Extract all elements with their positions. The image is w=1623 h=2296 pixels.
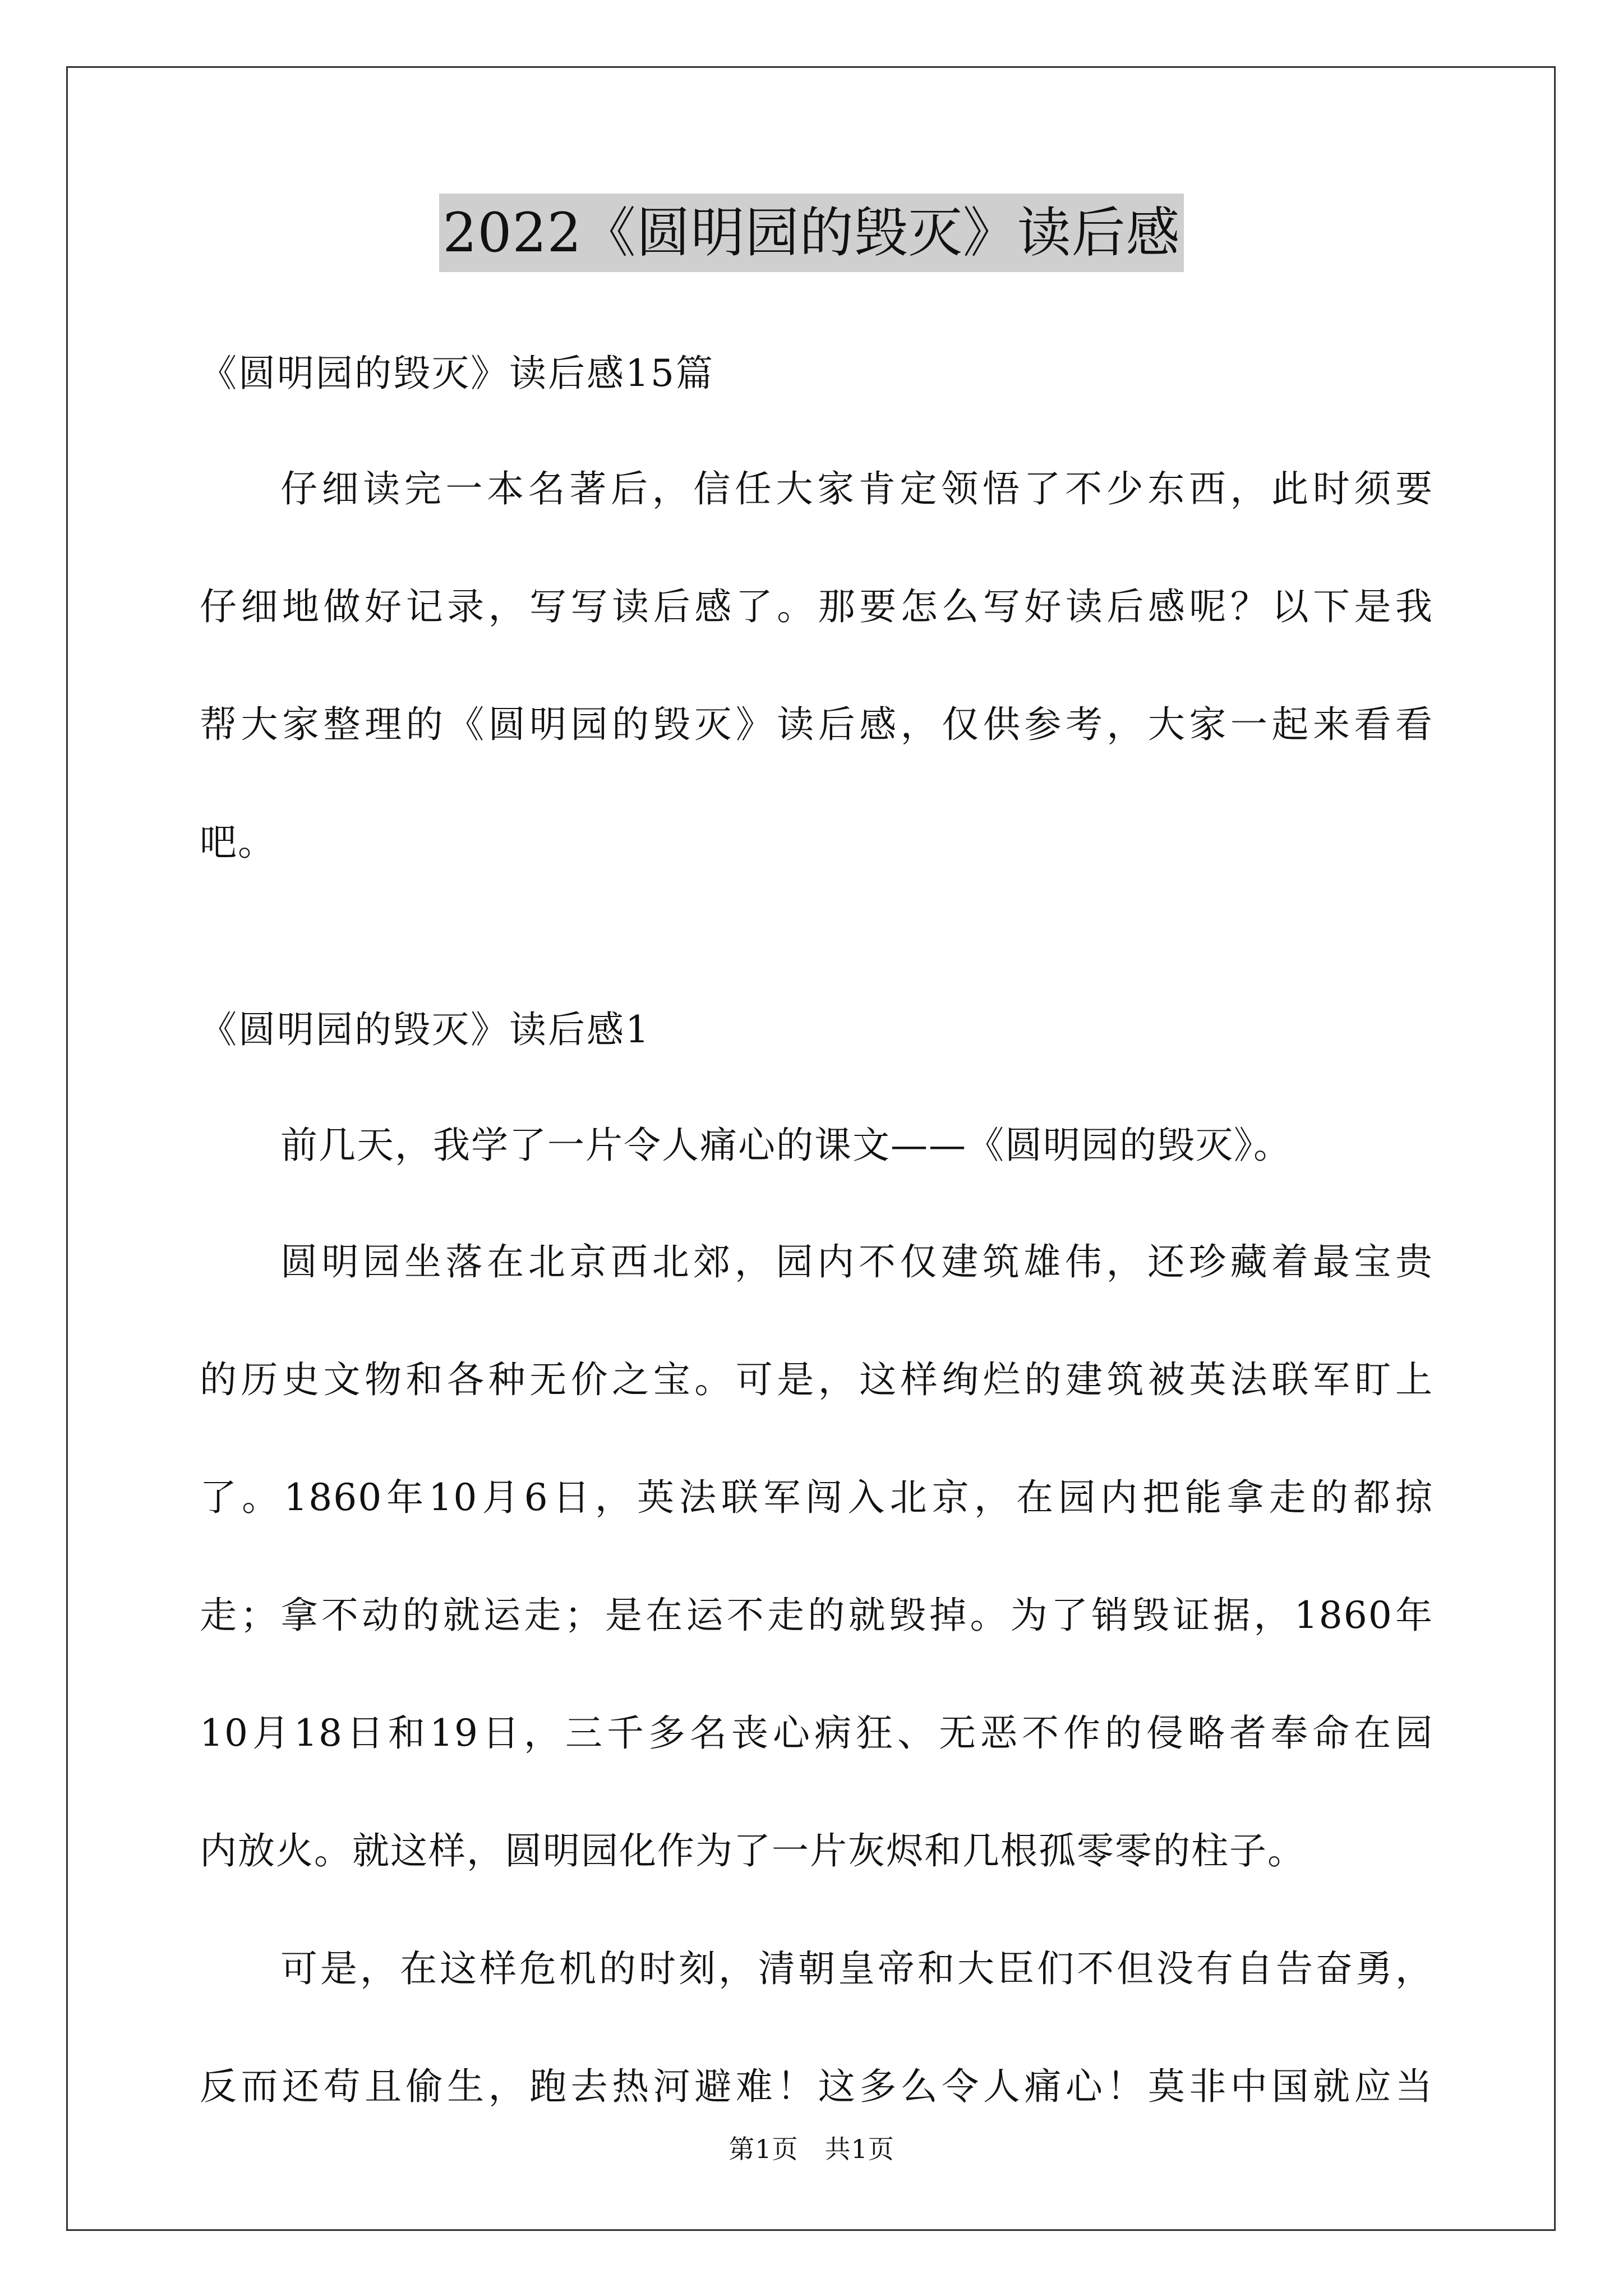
paragraph3-line-1: 可是，在这样危机的时刻，清朝皇帝和大臣们不但没有自告奋勇， [280,1947,1433,1990]
paragraph2-line-2: 的历史文物和各种无价之宝。可是，这样绚烂的建筑被英法联军盯上 [200,1358,1433,1401]
paragraph2-line-4: 走；拿不动的就运走；是在运不走的就毁掉。为了销毁证据，1860年 [200,1594,1433,1637]
paragraph1-line-1: 前几天，我学了一片令人痛心的课文——《圆明园的毁灭》。 [280,1124,1292,1167]
paragraph2-line-3: 了。1860年10月6日，英法联军闯入北京，在园内把能拿走的都掠 [200,1476,1433,1519]
paragraph3-line-2: 反而还苟且偷生，跑去热河避难！这多么令人痛心！莫非中国就应当 [200,2065,1433,2108]
paragraph2-line-1: 圆明园坐落在北京西北郊，园内不仅建筑雄伟，还珍藏着最宝贵 [280,1240,1433,1283]
page-footer: 第1页 共1页 [728,2134,895,2164]
paragraph2-line-6: 内放火。就这样，圆明园化作为了一片灰烬和几根孤零零的柱子。 [200,1829,1306,1872]
paragraph2-line-5: 10月18日和19日，三千多名丧心病狂、无恶不作的侵略者奉命在园 [200,1711,1433,1755]
intro-line-3: 帮大家整理的《圆明园的毁灭》读后感，仅供参考，大家一起来看看 [200,703,1433,746]
section-heading: 《圆明园的毁灭》读后感1 [200,1008,651,1051]
document-title: 2022《圆明园的毁灭》读后感 [439,194,1183,272]
intro-line-4: 吧。 [200,821,276,864]
title-container [0,194,1623,272]
intro-line-2: 仔细地做好记录，写写读后感了。那要怎么写好读后感呢？以下是我 [200,585,1433,628]
subtitle: 《圆明园的毁灭》读后感15篇 [200,352,714,395]
intro-line-1: 仔细读完一本名著后，信任大家肯定领悟了不少东西，此时须要 [280,467,1433,510]
